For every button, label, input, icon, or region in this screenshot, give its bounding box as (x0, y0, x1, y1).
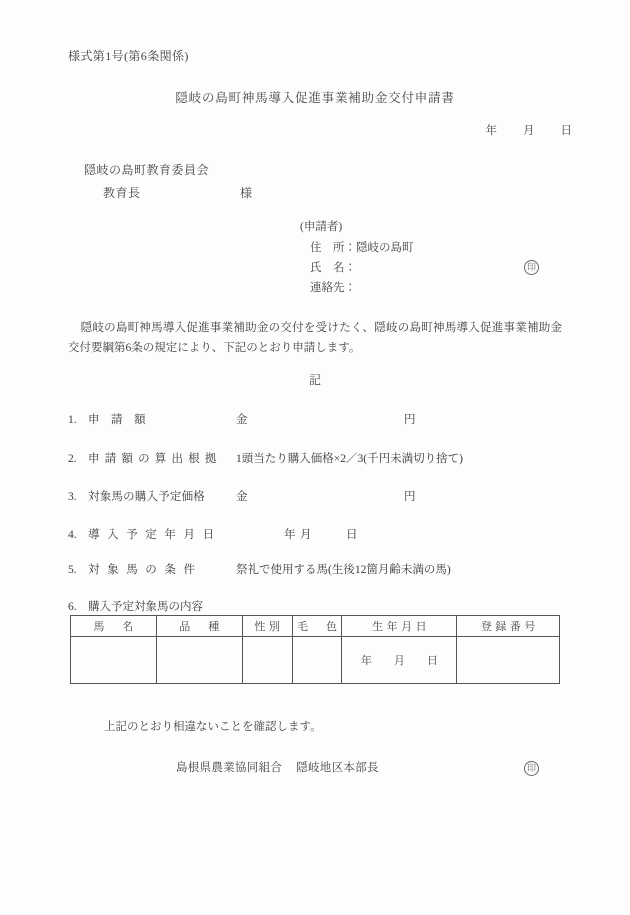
item-3-label: 対象馬の購入予定価格 (88, 491, 205, 503)
confirmation-statement: 上記のとおり相違ないことを確認します。 (104, 721, 322, 733)
applicant-contact-row (310, 283, 356, 295)
item-2-number: 2. (68, 453, 77, 465)
item-5-label: 対象馬の条件 (88, 564, 203, 576)
page-title: 隠岐の島町神馬導入促進事業補助金交付申請書 (175, 91, 455, 105)
applicant-address-label: 住 所： (310, 242, 356, 254)
item-1-value: 金 (236, 414, 248, 426)
item-4-day: 日 (346, 529, 358, 541)
confirming-branch-chief: 隠岐地区本部長 (296, 762, 379, 774)
item-3-unit: 円 (404, 491, 416, 503)
cell-coat-color[interactable] (292, 637, 342, 684)
cell-birth-month: 月 (393, 655, 405, 667)
confirming-organization-line (176, 763, 379, 775)
item-horse-conditions (68, 561, 568, 577)
column-header-registration: 登録番号 (457, 616, 560, 637)
item-1-label: 申請額 (88, 414, 157, 426)
cell-birth-date[interactable] (342, 637, 457, 684)
header-date-line (0, 126, 572, 138)
item-1-unit: 円 (404, 414, 416, 426)
item-1-number: 1. (68, 414, 77, 426)
cell-breed[interactable] (156, 637, 242, 684)
table-header-row (71, 616, 560, 637)
cell-registration-number[interactable] (457, 637, 560, 684)
item-horse-details-heading (68, 598, 568, 614)
item-4-label: 導入予定年月日 (88, 529, 222, 541)
column-header-coat-color: 毛 色 (292, 616, 342, 637)
addressee-position: 教育長 (103, 186, 141, 200)
applicant-address-value: 隠岐の島町 (356, 242, 414, 254)
applicant-name-row (310, 263, 356, 275)
cell-horse-name[interactable] (71, 637, 157, 684)
cell-sex[interactable] (242, 637, 292, 684)
item-3-value: 金 (236, 491, 248, 503)
seal-stamp-icon-footer: 印 (524, 761, 539, 776)
column-header-birth-date: 生年月日 (342, 616, 457, 637)
date-year-label: 年 (485, 125, 497, 137)
item-5-value: 祭礼で使用する馬(生後12箇月齢未満の馬) (236, 564, 451, 576)
horse-details-table (70, 615, 560, 684)
cell-birth-day: 日 (426, 655, 438, 667)
column-header-sex: 性別 (242, 616, 292, 637)
table-row (71, 637, 560, 684)
item-4-month: 月 (300, 529, 312, 541)
item-4-number: 4. (68, 529, 77, 541)
item-calculation-basis (68, 450, 568, 466)
item-5-number: 5. (68, 564, 77, 576)
item-6-number: 6. (68, 601, 77, 613)
ki-marker: 記 (308, 373, 321, 387)
column-header-horse-name: 馬 名 (71, 616, 157, 637)
column-header-breed: 品 種 (156, 616, 242, 637)
applicant-name-label: 氏 名： (310, 262, 356, 274)
applicant-address-row (310, 243, 414, 255)
item-purchase-price (68, 488, 568, 504)
date-month-label: 月 (523, 125, 535, 137)
item-application-amount (68, 411, 568, 427)
addressee-honorific: 様 (240, 186, 253, 200)
date-day-label: 日 (560, 125, 572, 137)
applicant-contact-label: 連絡先： (310, 282, 356, 294)
applicant-heading: (申請者) (300, 221, 343, 233)
item-3-number: 3. (68, 491, 77, 503)
body-paragraph: 隠岐の島町神馬導入促進事業補助金の交付を受けたく、隠岐の島町神馬導入促進事業補助金交付要綱第6条の規定により、下記のとおり申請します。 (68, 322, 562, 355)
cell-birth-year: 年 (360, 655, 372, 667)
item-2-label: 申請額の算出根拠 (88, 453, 222, 465)
addressee-organization: 隠岐の島町教育委員会 (84, 163, 210, 177)
item-4-year: 年 (284, 529, 296, 541)
seal-stamp-icon: 印 (524, 260, 539, 275)
item-planned-date (68, 526, 568, 542)
confirming-organization: 島根県農業協同組合 (176, 762, 283, 774)
item-2-value: 1頭当たり購入価格×2／3(千円未満切り捨て) (236, 453, 463, 465)
item-6-label: 購入予定対象馬の内容 (88, 601, 203, 613)
form-number: 様式第1号(第6条関係) (68, 49, 189, 63)
